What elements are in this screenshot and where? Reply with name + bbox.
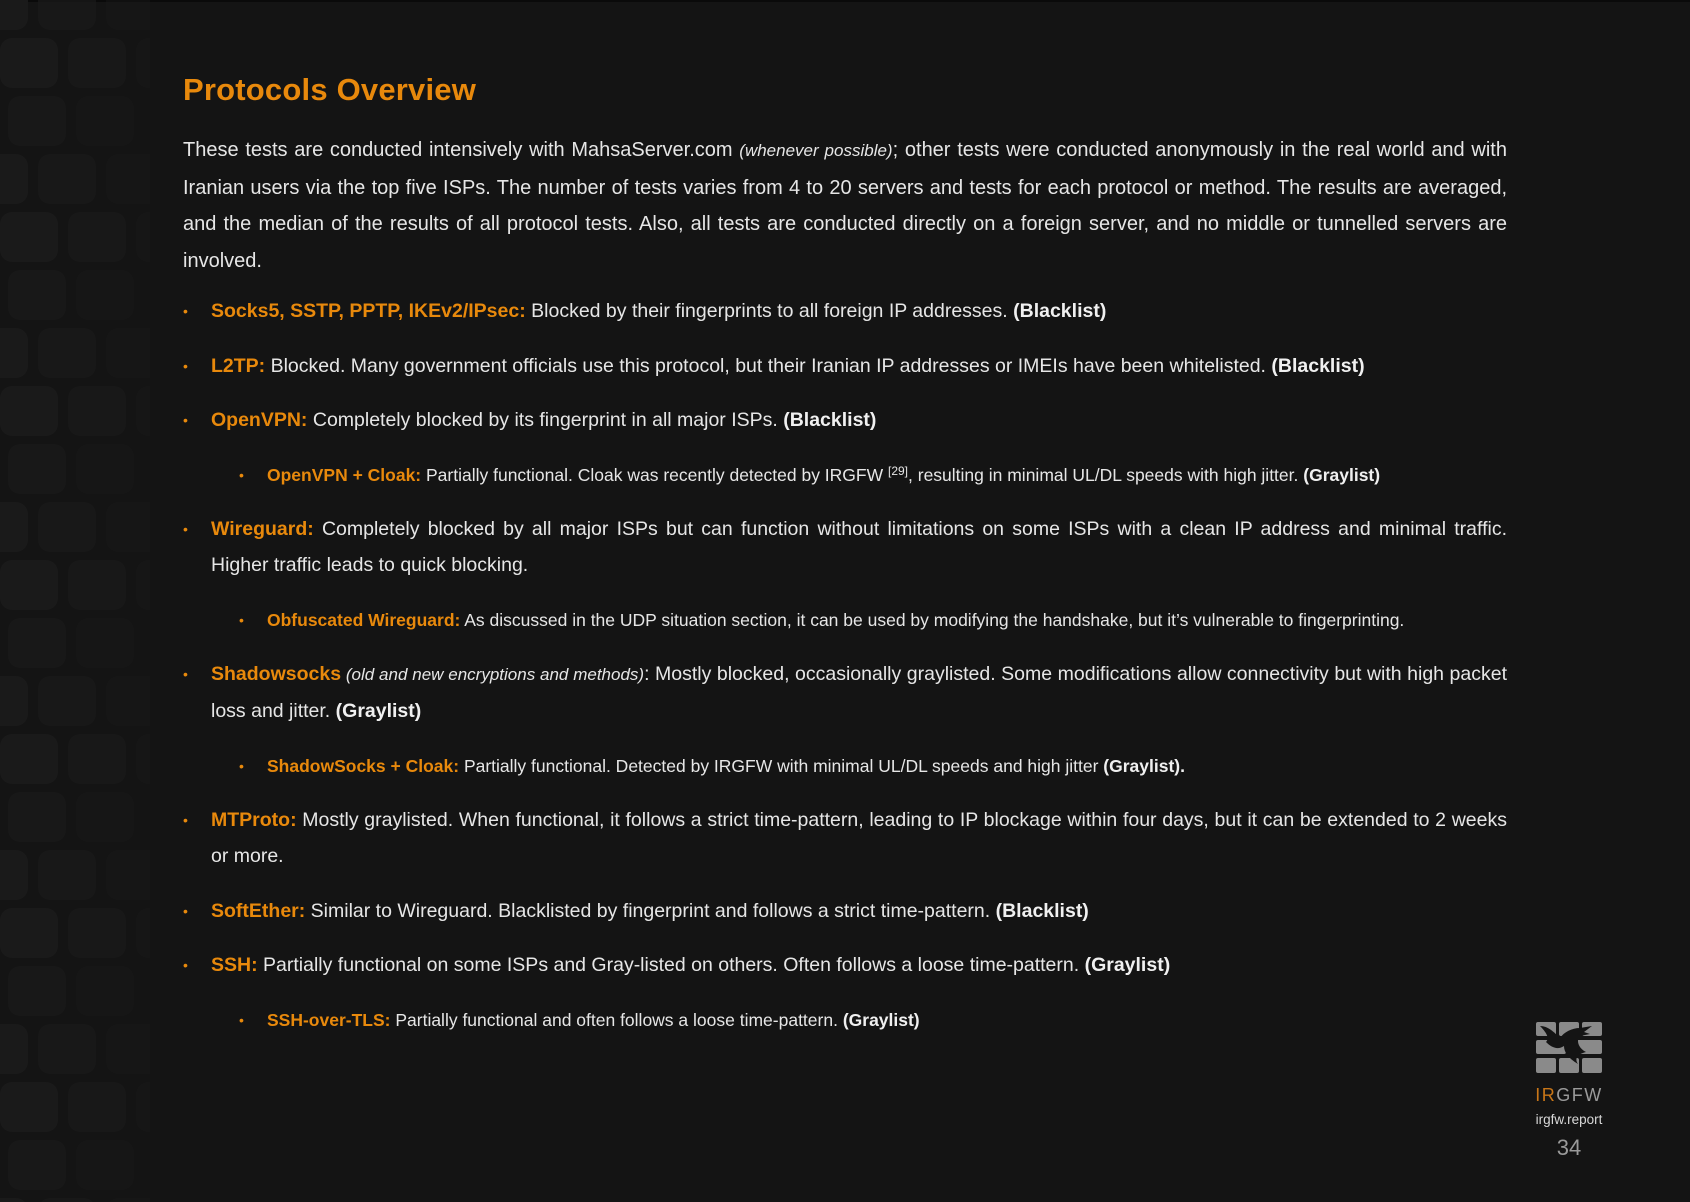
page-title: Protocols Overview <box>183 72 477 107</box>
status-badge: (Graylist) <box>335 700 422 722</box>
page-number: 34 <box>1556 1135 1582 1160</box>
status-badge: (Blacklist) <box>995 899 1089 922</box>
wall-brick <box>0 502 28 552</box>
wall-brick <box>136 1082 150 1132</box>
list-item-obfuscated-wireguard <box>239 602 1507 638</box>
top-border <box>0 0 1690 2</box>
list-item-ssh-over-tls <box>239 1002 1507 1038</box>
wall-brick <box>106 1198 150 1202</box>
wall-brick <box>8 1140 66 1190</box>
protocol-list <box>183 293 1507 1038</box>
wall-brick <box>38 328 96 378</box>
wall-brick <box>136 38 150 88</box>
logo-ir: IR <box>1535 1085 1557 1105</box>
list-item-socks5-sstp-pptp-ikev2 <box>183 293 1507 330</box>
wall-brick <box>0 154 28 204</box>
wall-brick <box>38 1198 96 1202</box>
list-item-ssh <box>183 947 1507 984</box>
citation-link[interactable]: [29] <box>888 463 909 478</box>
wall-brick <box>0 1024 28 1074</box>
protocol-description: Partially functional. Cloak was recently detected by IRGFW <box>421 464 888 485</box>
wall-brick <box>76 966 134 1016</box>
list-item-openvpn-cloak <box>239 457 1507 493</box>
wall-brick <box>68 38 126 88</box>
bullet-icon: • <box>183 303 188 319</box>
bullet-icon: • <box>183 357 188 374</box>
status-badge: (Graylist). <box>1103 755 1185 776</box>
wall-brick <box>0 676 28 726</box>
protocol-description: Completely blocked by its fingerprint in all major ISPs. <box>307 409 784 431</box>
wall-brick <box>136 734 150 784</box>
wall-brick <box>8 966 66 1016</box>
list-item-wireguard <box>183 511 1507 584</box>
protocol-description: Partially functional on some ISPs and Gray-listed on others. Often follows a loose time-pattern. <box>257 954 1085 976</box>
protocol-name: Wireguard: <box>211 517 314 540</box>
wall-brick <box>38 850 96 900</box>
wall-brick <box>38 1024 96 1074</box>
list-item-softether <box>183 893 1507 930</box>
wall-brick <box>76 618 134 668</box>
protocol-name: Obfuscated Wireguard: <box>267 609 461 630</box>
bullet-icon: • <box>239 611 244 628</box>
wall-brick <box>106 502 150 552</box>
status-badge: (Blacklist) <box>1013 300 1107 322</box>
wall-brick <box>136 560 150 610</box>
protocol-name: OpenVPN + Cloak: <box>267 464 422 485</box>
wall-brick <box>0 328 28 378</box>
wall-brick <box>8 792 66 842</box>
protocol-note: (old and new encryptions and methods) <box>341 664 645 684</box>
protocol-name: OpenVPN: <box>211 409 308 431</box>
protocol-name: MTProto: <box>211 808 297 831</box>
wall-brick <box>76 444 134 494</box>
wall-brick <box>136 212 150 262</box>
wall-brick <box>8 96 66 146</box>
wall-brick <box>38 154 96 204</box>
page-content <box>183 70 1507 1056</box>
wall-brick <box>0 212 58 262</box>
wall-brick <box>8 444 66 494</box>
protocol-description: Completely blocked by all major ISPs but can function without limitations on some ISPs with a clean IP address and minimal traffic. Higher traffic leads to quick blocking. <box>211 517 1507 576</box>
wall-brick <box>106 1024 150 1074</box>
wall-brick <box>0 850 28 900</box>
wall-brick <box>76 270 134 320</box>
list-item-shadowsocks <box>183 656 1507 730</box>
wall-brick <box>38 676 96 726</box>
wall-brick <box>68 560 126 610</box>
list-item-shadowsocks-cloak <box>239 748 1507 784</box>
protocol-name: SoftEther: <box>211 899 306 922</box>
protocol-name: Shadowsocks <box>211 662 342 685</box>
protocol-description: As discussed in the UDP situation section, it can be used by modifying the handshake, but it’s vulnerable to fingerprinting. <box>460 609 1405 630</box>
wall-brick <box>106 850 150 900</box>
list-item-l2tp <box>183 348 1507 385</box>
wall-brick <box>136 386 150 436</box>
bullet-icon: • <box>183 412 188 428</box>
status-badge: (Blacklist) <box>783 409 877 431</box>
list-item-openvpn <box>183 402 1507 439</box>
wall-brick <box>68 1082 126 1132</box>
wall-brick <box>106 328 150 378</box>
status-badge: (Graylist) <box>1303 464 1381 485</box>
logo-gfw: GFW <box>1556 1085 1603 1105</box>
wall-brick <box>76 96 134 146</box>
wall-brick <box>38 0 96 30</box>
wall-brick <box>38 502 96 552</box>
wall-brick <box>0 1198 28 1202</box>
wall-brick <box>106 676 150 726</box>
status-badge: (Blacklist) <box>1271 354 1365 377</box>
wall-brick <box>76 792 134 842</box>
intro-italic-note: (whenever possible) <box>739 141 893 160</box>
wall-brick <box>106 0 150 30</box>
protocol-name: ShadowSocks + Cloak: <box>267 755 460 776</box>
wall-brick <box>8 270 66 320</box>
bullet-icon: • <box>239 466 244 483</box>
protocol-name: SSH-over-TLS: <box>267 1009 391 1030</box>
bullet-icon: • <box>183 902 188 919</box>
protocol-description: Blocked. Many government officials use this protocol, but their Iranian IP addresses or IMEIs have been whitelisted. <box>265 354 1272 377</box>
protocol-name: Socks5, SSTP, PPTP, IKEv2/IPsec: <box>211 300 526 322</box>
status-badge: (Graylist) <box>1084 954 1171 976</box>
protocol-description: Similar to Wireguard. Blacklisted by fingerprint and follows a strict time-pattern. <box>305 899 996 922</box>
wall-brick <box>8 618 66 668</box>
wall-brick <box>136 908 150 958</box>
intro-text-continued: ; other tests were conducted anonymously in the real world and with Iranian users via the top five ISPs. The number of tests varies from 4 to 20 servers and tests for each protocol or method. The results are averaged, and the median of the results of all protocol tests. Also, all tests are conducted directly on a foreign server, and no middle or tunnelled servers are involved. <box>183 139 1507 272</box>
wall-brick <box>0 560 58 610</box>
footer-branding <box>1525 1020 1613 1161</box>
site-url[interactable]: irgfw.report <box>1535 1112 1603 1127</box>
wall-brick <box>106 154 150 204</box>
wall-brick <box>76 1140 134 1190</box>
protocol-description: Blocked by their fingerprints to all foreign IP addresses. <box>525 300 1014 322</box>
protocol-description: Mostly graylisted. When functional, it follows a strict time-pattern, leading to IP blockage within four days, but it can be extended to 2 weeks or more. <box>211 808 1507 867</box>
status-badge: (Graylist) <box>842 1009 920 1030</box>
bullet-icon: • <box>183 665 188 682</box>
wall-brick <box>0 734 58 784</box>
wall-brick <box>0 38 58 88</box>
protocol-description: Partially functional and often follows a loose time-pattern. <box>390 1009 843 1030</box>
wall-brick <box>0 1082 58 1132</box>
bullet-icon: • <box>239 757 244 774</box>
protocol-description: : Mostly blocked, occasionally graylisted. Some modifications allow connectivity but with high packet loss and jitter. <box>211 662 1507 722</box>
wall-brick <box>68 212 126 262</box>
intro-paragraph <box>183 132 1507 279</box>
intro-text: These tests are conducted intensively with MahsaServer.com <box>183 139 740 161</box>
wall-brick <box>68 908 126 958</box>
bullet-icon: • <box>183 520 188 537</box>
bullet-icon: • <box>183 957 188 973</box>
protocol-name: L2TP: <box>211 354 266 377</box>
bullet-icon: • <box>183 811 188 828</box>
wall-brick <box>68 734 126 784</box>
wall-brick <box>0 908 58 958</box>
wall-brick <box>68 386 126 436</box>
protocol-description-continued: , resulting in minimal UL/DL speeds with high jitter. <box>908 464 1304 485</box>
irgfw-logo-icon <box>1534 1020 1604 1076</box>
logo-wordmark <box>1525 1085 1613 1106</box>
wall-brick <box>0 386 58 436</box>
protocol-description: Partially functional. Detected by IRGFW with minimal UL/DL speeds and high jitter <box>459 755 1104 776</box>
list-item-mtproto <box>183 802 1507 875</box>
protocol-name: SSH: <box>211 954 258 976</box>
bullet-icon: • <box>239 1011 244 1028</box>
brick-wall-background <box>0 0 150 1202</box>
wall-brick <box>0 0 28 30</box>
